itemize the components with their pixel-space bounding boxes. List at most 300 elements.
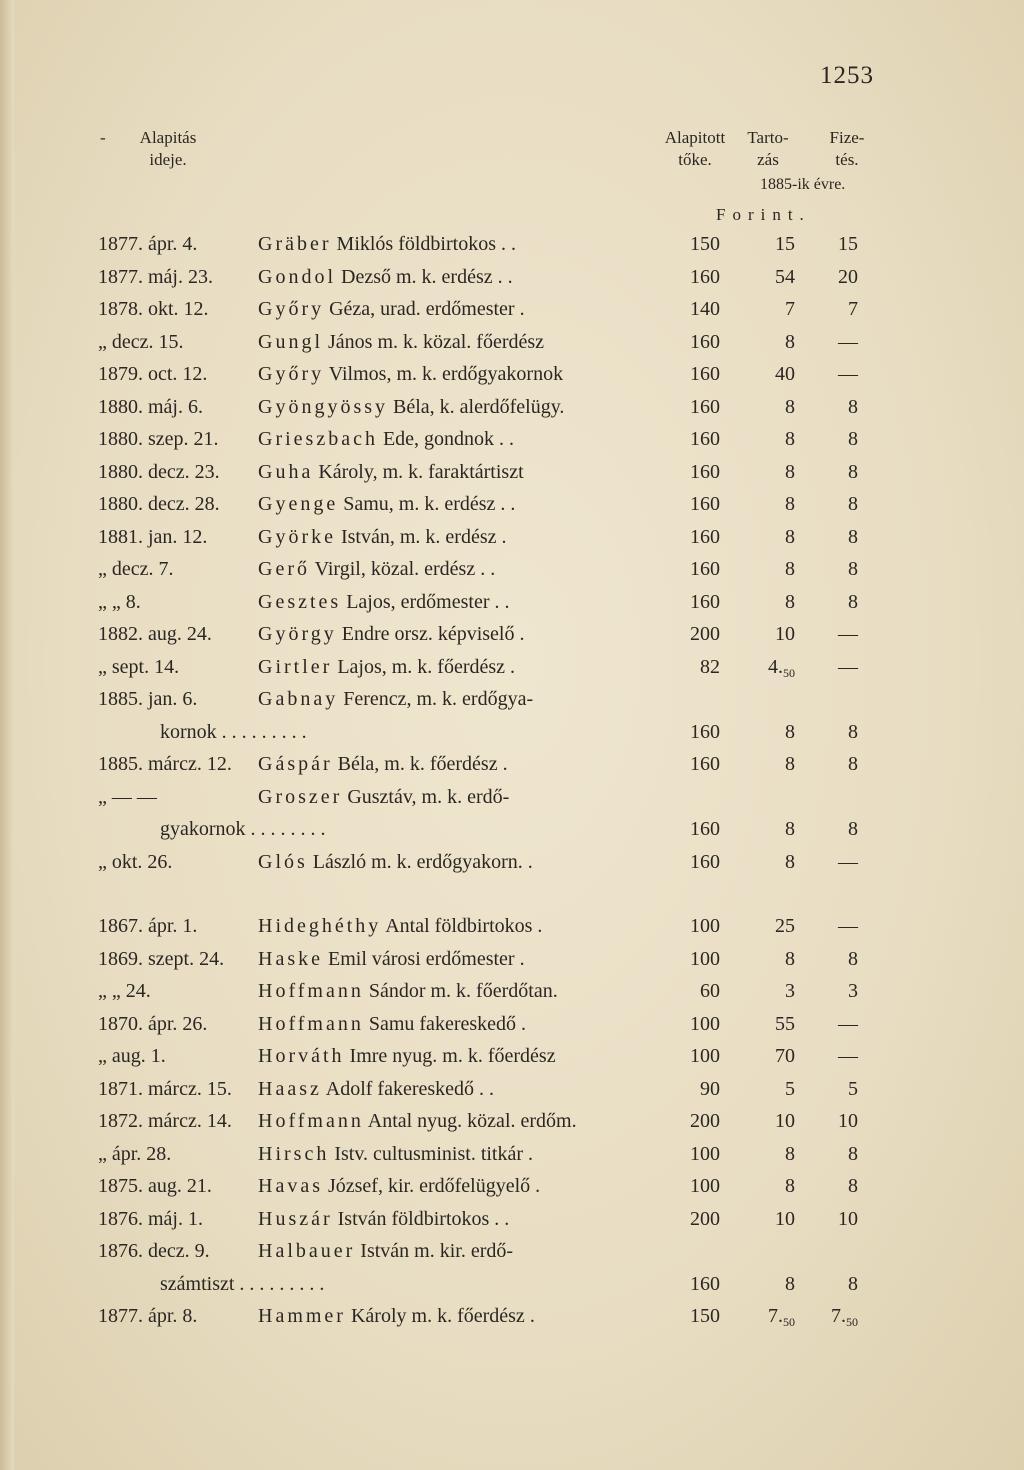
- maintenance-value: [735, 1170, 795, 1202]
- maintenance-value: [735, 488, 795, 520]
- maintenance-value: [735, 1203, 795, 1235]
- payment-main: 8: [848, 590, 858, 613]
- table-row: [0, 1008, 1024, 1040]
- table-row: [0, 358, 1024, 390]
- maintenance-main: 25: [775, 915, 795, 937]
- maintenance-main: 8: [785, 947, 795, 970]
- entry-name: [258, 846, 533, 878]
- entry-name: [258, 1138, 533, 1170]
- entry-description: Adolf fakereskedő . .: [325, 1077, 495, 1100]
- payment-main: —: [838, 363, 858, 385]
- table-row: [0, 910, 1024, 942]
- capital-value: 160: [690, 493, 720, 515]
- payment-value: [800, 975, 858, 1007]
- table-row: [0, 1300, 1024, 1332]
- capital-value: 150: [690, 1305, 720, 1327]
- payment-value: [800, 391, 858, 423]
- payment-value: [800, 651, 858, 683]
- maintenance-value: [735, 618, 795, 650]
- entry-description: Miklós földbirtokos . .: [336, 233, 516, 255]
- entry-description: István, m. k. erdész .: [340, 525, 507, 548]
- entry-surname: Gyenge: [258, 493, 339, 515]
- maintenance-main: 8: [785, 428, 795, 450]
- maintenance-value: [735, 1073, 795, 1105]
- maintenance-value: [735, 813, 795, 845]
- maintenance-main: 8: [785, 590, 795, 613]
- entry-date: 1885. márcz. 12.: [98, 753, 232, 775]
- entry-description: Béla, k. alerdőfelügy.: [393, 395, 565, 418]
- header-capital-line1: Alapitott: [664, 128, 726, 147]
- maintenance-main: 8: [785, 1175, 795, 1197]
- payment-main: 8: [848, 1142, 858, 1165]
- maintenance-value: [735, 456, 795, 488]
- entry-date: 1880. decz. 23.: [98, 460, 220, 483]
- capital-value: 200: [690, 1110, 720, 1132]
- entry-name: [258, 326, 544, 358]
- maintenance-value: [735, 716, 795, 748]
- payment-main: 8: [848, 720, 858, 743]
- entry-surname: Groszer: [258, 785, 343, 808]
- entry-date: 1867. ápr. 1.: [98, 915, 198, 937]
- header-maintenance-line2: zás: [757, 150, 779, 169]
- entry-date: 1885. jan. 6.: [98, 688, 198, 710]
- entry-date: 1870. ápr. 26.: [98, 1012, 208, 1035]
- entry-description: Sándor m. k. főerdőtan.: [368, 980, 558, 1002]
- maintenance-value: [735, 1105, 795, 1137]
- entry-date: 1880. szep. 21.: [98, 428, 219, 450]
- capital-value: 160: [690, 525, 720, 548]
- table-row: [0, 228, 1024, 260]
- table-row: [0, 1235, 1024, 1267]
- table-row: [0, 813, 1024, 845]
- payment-main: 10: [838, 1207, 858, 1230]
- entry-date: 1877. máj. 23.: [98, 265, 213, 288]
- payment-main: 3: [848, 980, 858, 1002]
- entry-name: [258, 586, 509, 618]
- maintenance-value: [735, 910, 795, 942]
- entry-description: Ferencz, m. k. erdőgya-: [343, 688, 534, 710]
- payment-value: [800, 261, 858, 293]
- capital-value: 100: [690, 1012, 720, 1035]
- payment-main: 15: [838, 233, 858, 255]
- maintenance-main: 54: [775, 265, 795, 288]
- maintenance-main: 10: [775, 1207, 795, 1230]
- payment-value: [800, 618, 858, 650]
- header-maintenance: [728, 127, 808, 171]
- maintenance-value: [735, 975, 795, 1007]
- maintenance-main: 8: [785, 558, 795, 580]
- maintenance-value: [735, 1008, 795, 1040]
- entry-name: [258, 781, 509, 813]
- capital-value: 160: [690, 395, 720, 418]
- entry-date: 1876. decz. 9.: [98, 1240, 210, 1262]
- header-maintenance-line1: Tarto-: [747, 128, 789, 147]
- capital-value: 160: [690, 460, 720, 483]
- maintenance-main: 70: [775, 1045, 795, 1067]
- entry-continuation: számtiszt . . . . . . . . .: [160, 1272, 325, 1295]
- table-row: [0, 846, 1024, 878]
- maintenance-main: 40: [775, 363, 795, 385]
- payment-main: 8: [848, 947, 858, 970]
- header-payment: [812, 127, 882, 171]
- capital-value: 160: [690, 330, 720, 353]
- table-row: [0, 1170, 1024, 1202]
- maintenance-main: 8: [785, 818, 795, 840]
- payment-main: 8: [848, 1175, 858, 1197]
- payment-value: [800, 813, 858, 845]
- entry-name: [258, 293, 525, 325]
- capital-value: 200: [690, 623, 720, 645]
- entry-date: 1882. aug. 24.: [98, 623, 212, 645]
- maintenance-main: 10: [775, 623, 795, 645]
- entry-name: [258, 521, 507, 553]
- payment-value: [800, 456, 858, 488]
- entry-name: [258, 1008, 526, 1040]
- payment-main: 8: [848, 1272, 858, 1295]
- entry-surname: Halbauer: [258, 1240, 356, 1262]
- capital-value: 160: [690, 558, 720, 580]
- entry-surname: Gerő: [258, 558, 310, 580]
- maintenance-main: 8: [785, 525, 795, 548]
- maintenance-value: [735, 521, 795, 553]
- entry-description: Endre orsz. képviselő .: [341, 623, 525, 645]
- capital-value: 90: [700, 1077, 720, 1100]
- entry-surname: Glós: [258, 850, 308, 873]
- header-year-note: 1885-ik évre.: [760, 176, 846, 193]
- maintenance-main: 8: [785, 395, 795, 418]
- maintenance-main: 55: [775, 1012, 795, 1035]
- entry-date: 1869. szept. 24.: [98, 947, 225, 970]
- maintenance-main: 7.: [768, 1305, 783, 1327]
- entry-date: 1876. máj. 1.: [98, 1207, 203, 1230]
- payment-fraction: 50: [846, 1315, 858, 1329]
- table-row: [0, 651, 1024, 683]
- table-row: [0, 1268, 1024, 1300]
- capital-value: 160: [690, 850, 720, 873]
- table-row: [0, 521, 1024, 553]
- capital-value: 140: [690, 298, 720, 320]
- payment-main: 7.: [831, 1305, 846, 1327]
- payment-main: —: [838, 915, 858, 937]
- header-currency: Forint.: [716, 205, 811, 224]
- header-date-line2: ideje.: [149, 150, 187, 169]
- entry-surname: Hideghéthy: [258, 915, 382, 937]
- entry-name: [258, 975, 558, 1007]
- entry-date: „ sept. 14.: [98, 655, 180, 678]
- entry-name: [258, 1073, 494, 1105]
- table-row: [0, 261, 1024, 293]
- payment-main: 8: [848, 395, 858, 418]
- entry-surname: Győry: [258, 298, 325, 320]
- entry-name: [258, 1105, 577, 1137]
- maintenance-main: 15: [775, 233, 795, 255]
- capital-value: 150: [690, 233, 720, 255]
- page-number: 1253: [820, 62, 874, 89]
- entry-name: [258, 683, 533, 715]
- payment-value: [800, 1300, 858, 1338]
- payment-value: [800, 1170, 858, 1202]
- entry-date: 1877. ápr. 4.: [98, 233, 198, 255]
- payment-value: [800, 423, 858, 455]
- entry-surname: Haske: [258, 947, 323, 970]
- payment-main: 8: [848, 460, 858, 483]
- capital-value: 100: [690, 1175, 720, 1197]
- entry-surname: György: [258, 623, 337, 645]
- table-row: [0, 943, 1024, 975]
- entry-description: István földbirtokos . .: [337, 1207, 510, 1230]
- header-founding-date: [100, 127, 228, 171]
- entry-description: Vilmos, m. k. erdőgyakornok: [328, 363, 564, 385]
- entry-date: 1871. márcz. 15.: [98, 1077, 232, 1100]
- capital-value: 160: [690, 590, 720, 613]
- entry-description: János m. k. közal. főerdész: [328, 330, 545, 353]
- table-row: [0, 1203, 1024, 1235]
- capital-value: 82: [700, 655, 720, 678]
- entry-date: „ „ 8.: [98, 590, 141, 613]
- maintenance-value: [735, 846, 795, 878]
- maintenance-main: 8: [785, 850, 795, 873]
- entry-surname: Hammer: [258, 1305, 346, 1327]
- payment-value: [800, 228, 858, 260]
- capital-value: 200: [690, 1207, 720, 1230]
- entry-date: 1877. ápr. 8.: [98, 1305, 198, 1327]
- entry-date: „ „ 24.: [98, 980, 151, 1002]
- payment-main: 8: [848, 558, 858, 580]
- table-row: [0, 391, 1024, 423]
- entry-name: [258, 391, 564, 423]
- table-row: [0, 1138, 1024, 1170]
- payment-value: [800, 1138, 858, 1170]
- maintenance-value: [735, 1138, 795, 1170]
- maintenance-main: 8: [785, 1272, 795, 1295]
- entry-surname: Grieszbach: [258, 428, 378, 450]
- entry-surname: Havas: [258, 1175, 323, 1197]
- entry-date: „ decz. 15.: [98, 330, 184, 353]
- capital-value: 100: [690, 1142, 720, 1165]
- entry-name: [258, 618, 524, 650]
- header-capital-line2: tőke.: [678, 150, 712, 169]
- capital-value: 60: [700, 980, 720, 1002]
- maintenance-value: [735, 1268, 795, 1300]
- payment-main: —: [838, 850, 858, 873]
- payment-value: [800, 488, 858, 520]
- entry-surname: Hirsch: [258, 1142, 330, 1165]
- entry-date: 1879. oct. 12.: [98, 363, 208, 385]
- table-row: [0, 423, 1024, 455]
- payment-value: [800, 910, 858, 942]
- entry-surname: Gondol: [258, 265, 336, 288]
- table-row: [0, 553, 1024, 585]
- payment-main: 8: [848, 525, 858, 548]
- entry-name: [258, 651, 515, 683]
- entry-date: 1880. decz. 28.: [98, 493, 220, 515]
- maintenance-value: [735, 391, 795, 423]
- entry-description: Géza, urad. erdőmester .: [329, 298, 525, 320]
- entry-name: [258, 1170, 540, 1202]
- maintenance-value: [735, 261, 795, 293]
- payment-value: [800, 1040, 858, 1072]
- entry-description: József, kir. erdőfelügyelő .: [327, 1175, 541, 1197]
- table-row: [0, 326, 1024, 358]
- capital-value: 160: [690, 818, 720, 840]
- maintenance-value: [735, 586, 795, 618]
- maintenance-main: 8: [785, 1142, 795, 1165]
- header-dash: -: [100, 128, 106, 147]
- entry-name: [258, 456, 524, 488]
- payment-value: [800, 1203, 858, 1235]
- maintenance-value: [735, 1300, 795, 1338]
- entry-name: [258, 228, 516, 260]
- table-row: [0, 683, 1024, 715]
- maintenance-main: 8: [785, 720, 795, 743]
- entry-description: Imre nyug. m. k. főerdész: [349, 1045, 556, 1067]
- table-row: [0, 781, 1024, 813]
- payment-main: 8: [848, 818, 858, 840]
- entry-surname: Győry: [258, 363, 325, 385]
- entry-surname: Huszár: [258, 1207, 333, 1230]
- payment-main: 20: [838, 265, 858, 288]
- capital-value: 100: [690, 915, 720, 937]
- entry-name: [258, 1040, 556, 1072]
- payment-value: [800, 748, 858, 780]
- table-row: [0, 1040, 1024, 1072]
- maintenance-value: [735, 423, 795, 455]
- header-capital: [660, 127, 730, 171]
- payment-main: 8: [848, 428, 858, 450]
- entry-description: László m. k. erdőgyakorn. .: [312, 850, 533, 873]
- entry-description: Dezső m. k. erdész . .: [341, 265, 513, 288]
- maintenance-main: 3: [785, 980, 795, 1002]
- maintenance-main: 8: [785, 493, 795, 515]
- payment-main: 8: [848, 493, 858, 515]
- maintenance-value: [735, 358, 795, 390]
- maintenance-value: [735, 748, 795, 780]
- payment-value: [800, 293, 858, 325]
- maintenance-main: 10: [775, 1110, 795, 1132]
- payment-main: —: [838, 1045, 858, 1067]
- maintenance-value: [735, 553, 795, 585]
- capital-value: 160: [690, 363, 720, 385]
- entry-name: [258, 1300, 535, 1332]
- entry-surname: Haasz: [258, 1077, 322, 1100]
- maintenance-value: [735, 1040, 795, 1072]
- payment-value: [800, 846, 858, 878]
- table-row: [0, 716, 1024, 748]
- table-row: [0, 488, 1024, 520]
- payment-value: [800, 1073, 858, 1105]
- entry-date: „ okt. 26.: [98, 850, 173, 873]
- table-row: [0, 586, 1024, 618]
- entry-date: 1881. jan. 12.: [98, 525, 208, 548]
- payment-value: [800, 1268, 858, 1300]
- entry-surname: Gyöngyössy: [258, 395, 389, 418]
- entry-description: Károly, m. k. faraktártiszt: [318, 460, 524, 483]
- header-payment-line2: tés.: [835, 150, 859, 169]
- capital-value: 160: [690, 720, 720, 743]
- entry-surname: Gáspár: [258, 753, 333, 775]
- table-row: [0, 618, 1024, 650]
- entry-description: Károly m. k. főerdész .: [350, 1305, 535, 1327]
- entry-date: „ — —: [98, 785, 157, 808]
- maintenance-fraction: 50: [783, 665, 795, 680]
- maintenance-value: [735, 228, 795, 260]
- maintenance-main: 8: [785, 753, 795, 775]
- payment-value: [800, 1008, 858, 1040]
- payment-main: 10: [838, 1110, 858, 1132]
- entry-name: [258, 943, 525, 975]
- maintenance-main: 4.: [768, 655, 783, 678]
- maintenance-value: [735, 943, 795, 975]
- payment-main: —: [838, 623, 858, 645]
- entry-date: 1872. márcz. 14.: [98, 1110, 232, 1132]
- entry-description: Lajos, m. k. főerdész .: [337, 655, 516, 678]
- maintenance-fraction: 50: [783, 1315, 795, 1329]
- header-payment-line1: Fize-: [829, 128, 865, 147]
- table-row: [0, 293, 1024, 325]
- entry-name: [258, 488, 515, 520]
- entry-name: [258, 261, 513, 293]
- table-row: [0, 1073, 1024, 1105]
- entry-name: [258, 748, 508, 780]
- header-date-line1: Alapitás: [139, 128, 197, 147]
- table-row: [0, 748, 1024, 780]
- payment-value: [800, 716, 858, 748]
- payment-value: [800, 586, 858, 618]
- payment-main: —: [838, 330, 858, 353]
- payment-main: 8: [848, 753, 858, 775]
- entry-name: [258, 1203, 509, 1235]
- table-row: [0, 975, 1024, 1007]
- table-row: [0, 1105, 1024, 1137]
- payment-value: [800, 521, 858, 553]
- entry-name: [258, 553, 495, 585]
- payment-main: 7: [848, 298, 858, 320]
- payment-value: [800, 1105, 858, 1137]
- payment-value: [800, 943, 858, 975]
- entry-surname: Gräber: [258, 233, 332, 255]
- entry-surname: Girtler: [258, 655, 333, 678]
- entry-date: 1878. okt. 12.: [98, 298, 209, 320]
- entry-description: Antal nyug. közal. erdőm.: [367, 1110, 577, 1132]
- entry-name: [258, 910, 542, 942]
- maintenance-main: 8: [785, 330, 795, 353]
- entry-surname: Hoffmann: [258, 1110, 364, 1132]
- entry-surname: Hoffmann: [258, 1012, 364, 1035]
- entry-description: Virgil, közal. erdész . .: [314, 558, 496, 580]
- entry-date: „ aug. 1.: [98, 1045, 166, 1067]
- entry-date: 1880. máj. 6.: [98, 395, 203, 418]
- maintenance-main: 7: [785, 298, 795, 320]
- entry-name: [258, 423, 514, 455]
- entry-surname: Hoffmann: [258, 980, 364, 1002]
- entry-description: Samu fakereskedő .: [368, 1012, 527, 1035]
- capital-value: 160: [690, 1272, 720, 1295]
- entry-surname: Gesztes: [258, 590, 342, 613]
- entry-continuation: kornok . . . . . . . . .: [160, 720, 307, 743]
- entry-continuation: gyakornok . . . . . . . .: [160, 818, 326, 840]
- entry-surname: Gabnay: [258, 688, 339, 710]
- entry-surname: Györke: [258, 525, 336, 548]
- entry-name: [258, 1235, 513, 1267]
- payment-value: [800, 553, 858, 585]
- capital-value: 100: [690, 1045, 720, 1067]
- entry-name: [258, 358, 563, 390]
- entry-surname: Guha: [258, 460, 314, 483]
- maintenance-value: [735, 326, 795, 358]
- payment-main: —: [838, 655, 858, 678]
- capital-value: 160: [690, 265, 720, 288]
- payment-main: —: [838, 1012, 858, 1035]
